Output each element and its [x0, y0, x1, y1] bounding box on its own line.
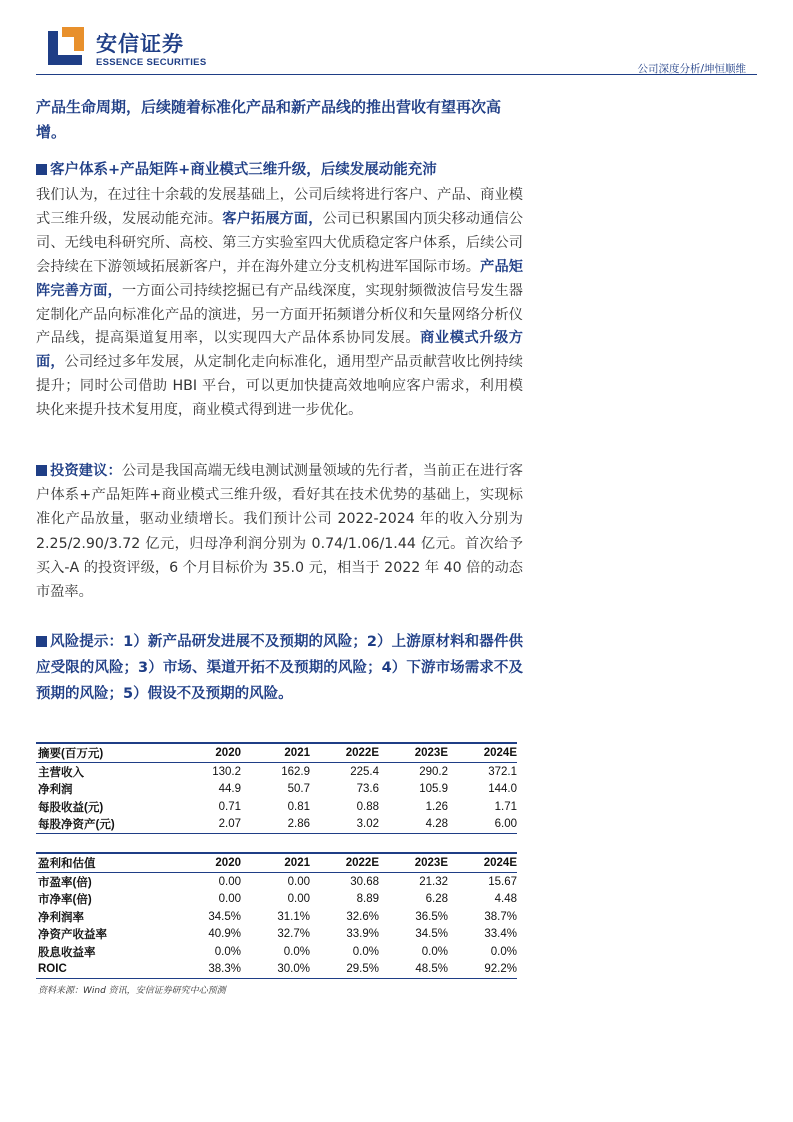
- intro-text: 产品生命周期，后续随着标准化产品和新产品线的推出营收有望再次高增。: [36, 98, 502, 141]
- table-row: 主营收入 130.2 162.9 225.4 290.2 372.1: [38, 765, 517, 779]
- square-bullet-icon: [36, 465, 47, 476]
- table-row: 每股收益(元) 0.71 0.81 0.88 1.26 1.71: [38, 800, 517, 814]
- section-customer-heading: 客户体系+产品矩阵+商业模式三维升级，后续发展动能充沛: [36, 158, 523, 182]
- risk-warning: 风险提示：1）新产品研发进展不及预期的风险；2）上游原材料和器件供应受限的风险；3）市场、渠道开拓不及预期的风险；4）下游市场需求不及预期的风险；5）假设不及预期的风险。: [36, 634, 523, 702]
- report-type-label: 公司深度分析/坤恒顺维: [637, 63, 746, 75]
- bold-business-model: 商业模式升级方面，: [36, 330, 523, 371]
- table-row: 股息收益率 0.0% 0.0% 0.0% 0.0% 0.0%: [38, 945, 517, 959]
- essence-logo-icon: [46, 25, 86, 67]
- section-customer: [36, 158, 523, 423]
- table-row: 市净率(倍) 0.00 0.00 8.89 6.28 4.48: [38, 893, 517, 907]
- brand-name-en: ESSENCE SECURITIES: [96, 57, 207, 68]
- investment-advice: 投资建议：公司是我国高端无线电测试测量领域的先行者，当前正在进行客户体系+产品矩阵+商业模式三维升级，看好其在技术优势的基础上，实现标准化产品放量，驱动业绩增长。我们预计公司 2022-2024 年的收入分别为 2.25/2.90/3.72 亿元，归母净利润分别为 0.74/1.06/1.44 亿元。首次给予买入-A 的投资评级，6 个月目标价为 35.0 元，相当于 2022 年 40 倍的动态市盈率。: [36, 463, 523, 601]
- data-source-note: 资料来源：Wind 资讯，安信证券研究中心预测: [38, 986, 226, 996]
- table-header-row: 摘要(百万元) 2020 2021 2022E 2023E 2024E: [36, 743, 517, 763]
- bold-product-matrix: 产品矩阵完善方面，: [36, 258, 523, 299]
- square-bullet-icon: [36, 164, 47, 175]
- table-row: 净资产收益率 40.9% 32.7% 33.9% 34.5% 33.4%: [38, 928, 517, 942]
- table-header-row: 盈利和估值 2020 2021 2022E 2023E 2024E: [36, 853, 517, 873]
- bold-customer-expansion: 客户拓展方面，: [222, 210, 323, 227]
- table-row: 每股净资产(元) 2.07 2.86 3.02 4.28 6.00: [36, 816, 517, 834]
- section-customer-body: 我们认为，在过往十余载的发展基础上，公司后续将进行客户、产品、商业模式三维升级，发展动能充沛。客户拓展方面，公司已积累国内顶尖移动通信公司、无线电科研究所、高校、第三方实验室四大优质稳定客户体系，后续公司会持续在下游领域拓展新客户，并在海外建立分支机构进军国际市场。产品矩阵完善方面，一方面公司持续挖掘已有产品线深度，实现射频微波信号发生器定制化产品向标准化产品的演进，另一方面开拓频谱分析仪和矢量网络分析仪产品线，提高渠道复用率，以实现四大产品体系协同发展。商业模式升级方面，公司经过多年发展，从定制化走向标准化，通用型产品贡献营收比例持续提升；同时公司借助 HBI 平台，可以更加快捷高效地响应客户需求，利用模块化来提升技术复用度，商业模式得到进一步优化。: [36, 187, 523, 419]
- table-row: 净利润率 34.5% 31.1% 32.6% 36.5% 38.7%: [38, 910, 517, 924]
- header-divider: [36, 74, 757, 75]
- table-row: 净利润 44.9 50.7 73.6 105.9 144.0: [38, 783, 517, 797]
- investment-label: 投资建议：: [50, 463, 122, 479]
- table-row: ROIC 38.3% 30.0% 29.5% 48.5% 92.2%: [36, 961, 517, 979]
- valuation-table: [36, 852, 517, 979]
- square-bullet-icon: [36, 636, 47, 647]
- brand-name-cn: 安信证券: [96, 32, 184, 56]
- table-row: 市盈率(倍) 0.00 0.00 30.68 21.32 15.67: [38, 875, 517, 889]
- summary-table: [36, 742, 517, 834]
